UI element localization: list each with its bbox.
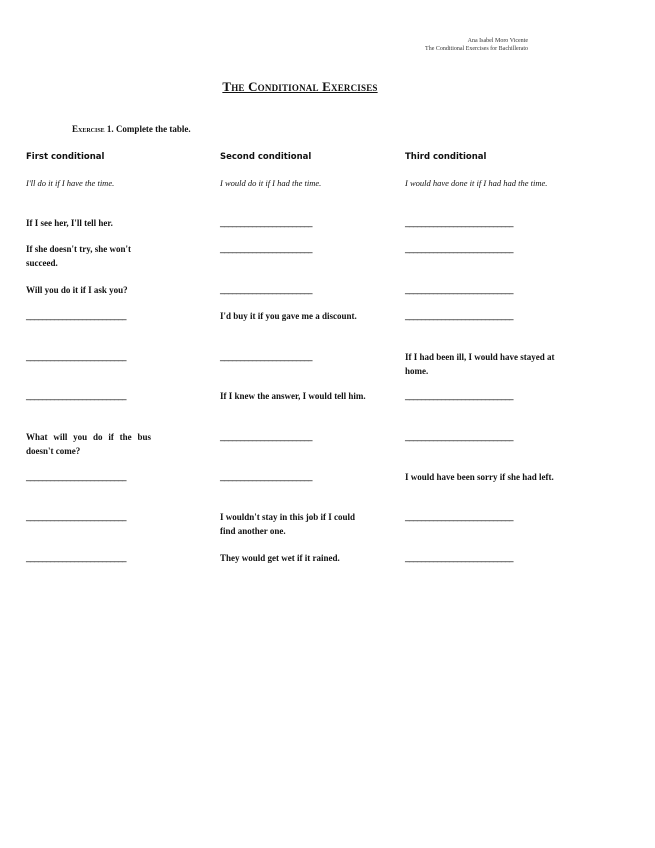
blank-third: ___________________________ bbox=[405, 311, 513, 321]
blank-third: ___________________________ bbox=[405, 285, 513, 295]
blank-first: _________________________ bbox=[26, 512, 126, 522]
blank-first: _________________________ bbox=[26, 553, 126, 563]
exercise-label: Exercise 1. bbox=[72, 124, 114, 134]
exercise-instruction: Complete the table. bbox=[115, 124, 191, 134]
blank-second: _______________________ bbox=[220, 432, 312, 442]
blank-first: _________________________ bbox=[26, 391, 126, 401]
header-author: Ana Isabel Moro Vicente bbox=[467, 38, 528, 44]
example-first: I'll do it if I have the time. bbox=[26, 178, 115, 188]
column-header-first: First conditional bbox=[26, 152, 105, 162]
cell-second: I'd buy it if you gave me a discount. bbox=[220, 311, 357, 321]
blank-third: ___________________________ bbox=[405, 432, 513, 442]
cell-first: Will you do it if I ask you? bbox=[26, 285, 128, 295]
blank-first: _________________________ bbox=[26, 352, 126, 362]
blank-second: _______________________ bbox=[220, 218, 312, 228]
blank-third: ___________________________ bbox=[405, 512, 513, 522]
example-second: I would do it if I had the time. bbox=[220, 178, 322, 188]
example-third: I would have done it if I had had the time. bbox=[405, 178, 548, 188]
blank-third: ___________________________ bbox=[405, 391, 513, 401]
blank-second: _______________________ bbox=[220, 244, 312, 254]
blank-second: _______________________ bbox=[220, 472, 312, 482]
cell-first: If she doesn't try, she won't succeed. bbox=[26, 244, 132, 268]
blank-third: ___________________________ bbox=[405, 244, 513, 254]
cell-second: They would get wet if it rained. bbox=[220, 553, 340, 563]
cell-first: What will you do if the bus doesn't come? bbox=[26, 432, 151, 456]
header-subtitle: The Conditional Exercises for Bachillerato bbox=[425, 46, 528, 52]
cell-second: If I knew the answer, I would tell him. bbox=[220, 391, 366, 401]
blank-second: _______________________ bbox=[220, 285, 312, 295]
cell-second: I wouldn't stay in this job if I could find another one. bbox=[220, 512, 356, 536]
blank-third: ___________________________ bbox=[405, 553, 513, 563]
column-header-second: Second conditional bbox=[220, 152, 312, 162]
exercise-heading bbox=[72, 124, 191, 134]
blank-first: _________________________ bbox=[26, 472, 126, 482]
document-title: The Conditional Exercises bbox=[222, 79, 378, 94]
cell-third: I would have been sorry if she had left. bbox=[405, 472, 554, 482]
page-header bbox=[425, 37, 528, 53]
blank-third: ___________________________ bbox=[405, 218, 513, 228]
cell-first: If I see her, I'll tell her. bbox=[26, 218, 113, 228]
column-header-third: Third conditional bbox=[405, 152, 487, 162]
blank-first: _________________________ bbox=[26, 311, 126, 321]
blank-second: _______________________ bbox=[220, 352, 312, 362]
cell-third: If I had been ill, I would have stayed at home. bbox=[405, 352, 555, 376]
